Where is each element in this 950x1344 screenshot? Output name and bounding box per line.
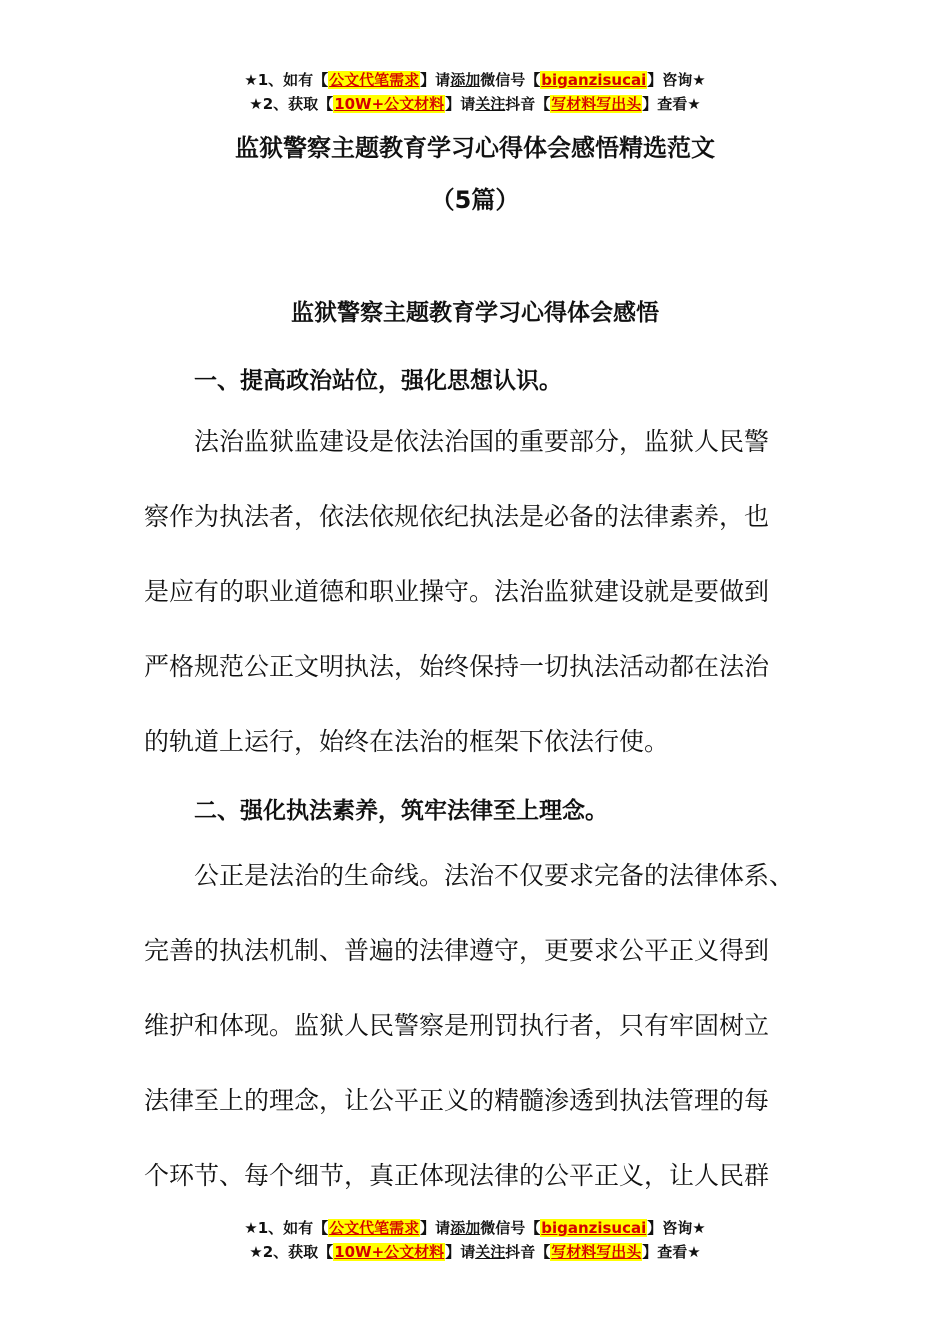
- promo-text: 】请: [445, 95, 476, 113]
- paragraph-two: [144, 838, 824, 1213]
- paragraph-line: 察作为执法者，依法依规依纪执法是必备的法律素养，也: [144, 502, 770, 531]
- promo-underlined: 关注: [475, 1243, 506, 1261]
- promo-text: 微信号【: [480, 1219, 541, 1237]
- paragraph-line: 维护和体现。监狱人民警察是刑罚执行者，只有牢固树立: [144, 1011, 770, 1040]
- heading-two: 二、强化执法素养，筑牢法律至上理念。: [194, 798, 608, 824]
- promo-line-1: [0, 1216, 950, 1240]
- promo-text: ★1、如有【: [244, 71, 329, 89]
- paragraph-line: 完善的执法机制、普遍的法律遵守，更要求公平正义得到: [144, 936, 770, 965]
- document-title: 监狱警察主题教育学习心得体会感悟精选范文: [235, 134, 715, 162]
- promo-highlight: 10W+公文材料: [334, 1243, 445, 1261]
- promo-line-1: [0, 68, 950, 92]
- promo-text: 】查看★: [642, 95, 701, 113]
- paragraph-one: [144, 404, 824, 779]
- promo-text: 】咨询★: [647, 71, 706, 89]
- promo-text: 抖音【: [505, 95, 551, 113]
- promo-text: ★2、获取【: [249, 1243, 334, 1261]
- promo-highlight: 公文代笔需求: [329, 71, 420, 89]
- douyin-account-highlight: 写材料写出头: [551, 95, 642, 113]
- promo-text: 】请: [420, 71, 451, 89]
- promo-text: 】查看★: [642, 1243, 701, 1261]
- promo-text: 】咨询★: [647, 1219, 706, 1237]
- promo-banner-top: [0, 68, 950, 116]
- paragraph-line: 是应有的职业道德和职业操守。法治监狱建设就是要做到: [144, 577, 770, 606]
- paragraph-line: 公正是法治的生命线。法治不仅要求完备的法律体系、: [144, 861, 795, 890]
- douyin-account-highlight: 写材料写出头: [551, 1243, 642, 1261]
- document-count: （5篇）: [430, 186, 520, 214]
- promo-line-2: [0, 92, 950, 116]
- paragraph-line: 法治监狱监建设是依法治国的重要部分，监狱人民警: [144, 427, 770, 456]
- promo-underlined: 添加: [450, 71, 481, 89]
- paragraph-line: 个环节、每个细节，真正体现法律的公平正义，让人民群: [144, 1161, 770, 1190]
- heading-one: 一、提高政治站位，强化思想认识。: [194, 368, 562, 394]
- promo-highlight: 公文代笔需求: [329, 1219, 420, 1237]
- promo-text: 】请: [420, 1219, 451, 1237]
- promo-highlight: 10W+公文材料: [334, 95, 445, 113]
- paragraph-line: 法律至上的理念，让公平正义的精髓渗透到执法管理的每: [144, 1086, 770, 1115]
- section-title: 监狱警察主题教育学习心得体会感悟: [291, 300, 659, 326]
- paragraph-line: 的轨道上运行，始终在法治的框架下依法行使。: [144, 727, 670, 756]
- promo-line-2: [0, 1240, 950, 1264]
- paragraph-line: 严格规范公正文明执法，始终保持一切执法活动都在法治: [144, 652, 770, 681]
- promo-text: ★1、如有【: [244, 1219, 329, 1237]
- promo-underlined: 关注: [475, 95, 506, 113]
- promo-text: 抖音【: [505, 1243, 551, 1261]
- promo-text: 】请: [445, 1243, 476, 1261]
- promo-underlined: 添加: [450, 1219, 481, 1237]
- promo-banner-bottom: [0, 1216, 950, 1264]
- wechat-id-highlight: biganzisucai: [541, 1219, 647, 1237]
- promo-text: ★2、获取【: [249, 95, 334, 113]
- promo-text: 微信号【: [480, 71, 541, 89]
- wechat-id-highlight: biganzisucai: [541, 71, 647, 89]
